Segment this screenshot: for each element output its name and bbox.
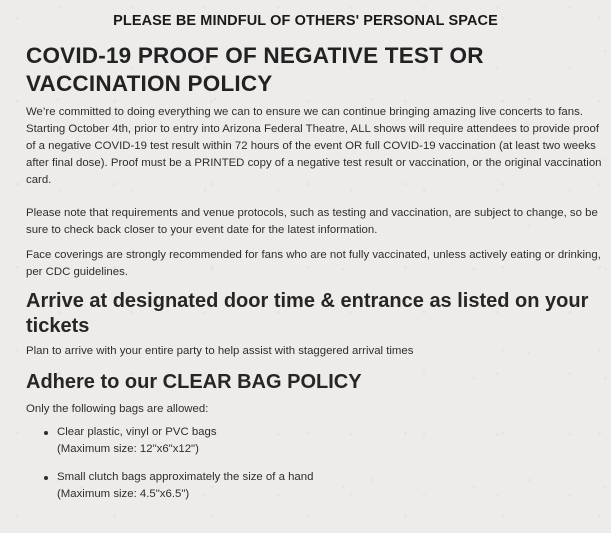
arrive-heading: Arrive at designated door time & entrance as listed on your tickets	[26, 290, 589, 337]
bag-max-size: (Maximum size: 12"x6"x12")	[57, 443, 199, 455]
bag-max-size: (Maximum size: 4.5"x6.5")	[57, 488, 190, 500]
policy-page	[26, 0, 611, 514]
list-item	[44, 469, 611, 503]
list-item	[44, 424, 611, 458]
policy-paragraph-intro: We’re committed to doing everything we can to ensure we can continue bringing amazing live concerts to fans. Starting October 4th, prior to entry into Arizona Federal Theatre, ALL shows will require attendees to provide proof of a negative COVID-19 test result within 72 hours of the event OR full COVID-19 vaccination (at least two weeks after final dose). Proof must be a PRINTED copy of a negative test result or vaccination, or the original vaccination card.	[26, 106, 602, 186]
policy-paragraph-face-coverings: Face coverings are strongly recommended for fans who are not fully vaccinated, unless actively eating or drinking, per CDC guidelines.	[26, 249, 601, 278]
policy-paragraph-changes: Please note that requirements and venue protocols, such as testing and vaccination, are subject to change, so be sure to check back closer to your event date for the latest information.	[26, 207, 598, 236]
clear-bag-intro: Only the following bags are allowed:	[26, 403, 209, 415]
personal-space-banner: PLEASE BE MINDFUL OF OTHERS' PERSONAL SPACE	[113, 13, 498, 29]
covid-policy-title: COVID-19 PROOF OF NEGATIVE TEST OR VACCINATION POLICY	[26, 43, 484, 96]
bag-type: Small clutch bags approximately the size of a hand	[57, 471, 314, 483]
clear-bag-heading: Adhere to our CLEAR BAG POLICY	[26, 371, 362, 393]
bullet-icon	[44, 476, 48, 480]
arrive-text: Plan to arrive with your entire party to help assist with staggered arrival times	[26, 345, 414, 357]
bullet-icon	[44, 431, 48, 435]
bag-type: Clear plastic, vinyl or PVC bags	[57, 426, 217, 438]
allowed-bags-list	[26, 424, 611, 503]
